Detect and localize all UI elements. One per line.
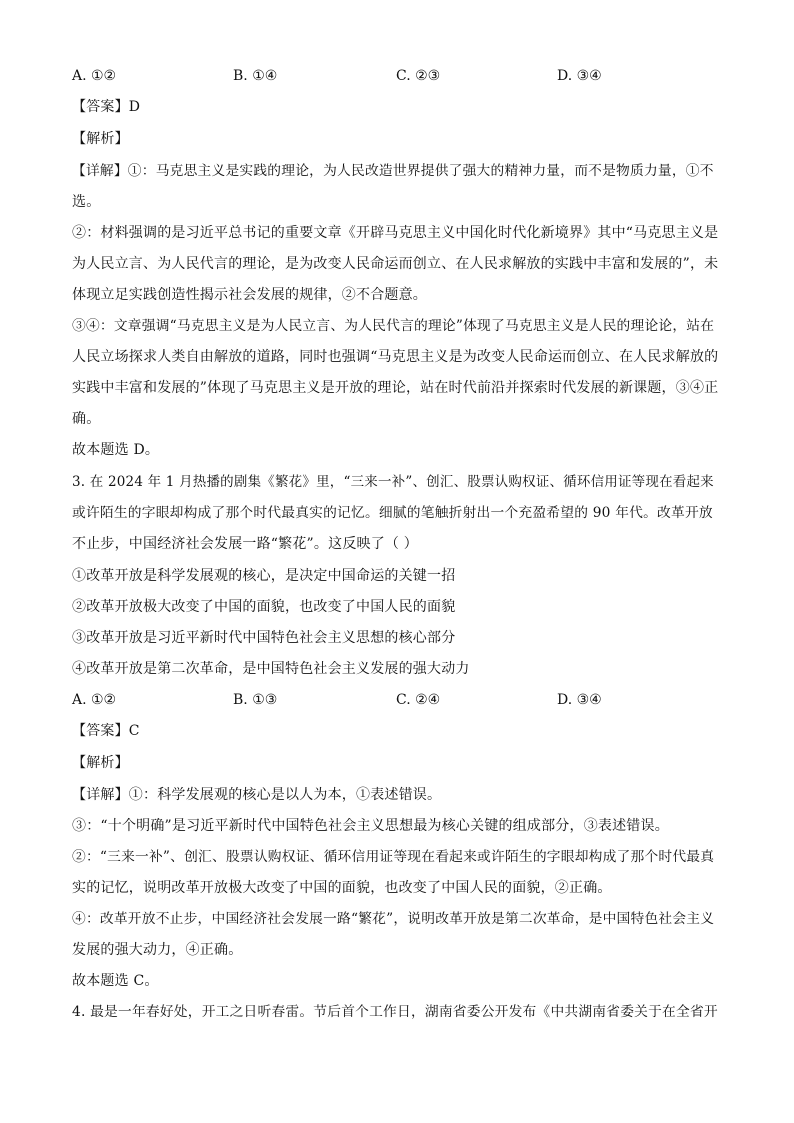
q3-detail-line: 发展的强大动力，④正确。 [72, 942, 243, 958]
q3-detail-line: 实的记忆，说明改革开放极大改变了中国的面貌，也改变了中国人民的面貌，②正确。 [72, 880, 612, 896]
q2-detail-line: 选。 [72, 194, 101, 210]
q3-detail-line: ②：“三来一补”、创汇、股票认购权证、循环信用证等现在看起来或许陌生的字眼却构成了那个时代最真 [72, 849, 715, 865]
q2-detail-line: 为人民立言、为人民代言的理论，是为改变人民命运而创立、在人民求解放的实践中丰富和发展的”，未 [72, 256, 719, 272]
q3-statement: ①改革开放是科学发展观的核心，是决定中国命运的关键一招 [72, 568, 456, 584]
q2-detail-line: ③④：文章强调“马克思主义是为人民立言、为人民代言的理论”体现了马克思主义是人民的理论论，站在 [72, 318, 715, 334]
q3-option-a: A. ①② [72, 692, 117, 708]
q2-option-a: A. ①② [72, 68, 117, 84]
q3-analysis-heading: 【解析】 [72, 755, 129, 771]
q3-detail-line: ③：“十个明确”是习近平新时代中国特色社会主义思想最为核心关键的组成部分，③表述错误。 [72, 818, 669, 834]
q2-analysis-heading: 【解析】 [72, 131, 129, 147]
q3-statement: ③改革开放是习近平新时代中国特色社会主义思想的核心部分 [72, 630, 456, 646]
q3-detail-line: ④：改革开放不止步，中国经济社会发展一路“繁花”，说明改革开放是第二次革命，是中国特色社会主义 [72, 911, 715, 927]
q3-statement: ②改革开放极大改变了中国的面貌，也改变了中国人民的面貌 [72, 599, 456, 615]
q2-detail-line: 体现立足实践创造性揭示社会发展的规律，②不合题意。 [72, 287, 427, 303]
q3-statement: ④改革开放是第二次革命，是中国特色社会主义发展的强大动力 [72, 661, 470, 677]
q2-detail-line: 人民立场探求人类自由解放的道路，同时也强调“马克思主义是为改变人民命运而创立、在人民求解放的 [72, 349, 719, 365]
q3-stem-line: 3. 在 2024 年 1 月热播的剧集《繁花》里，“三来一补”、创汇、股票认购权证、循环信用证等现在看起来 [72, 474, 714, 490]
q3-answer: 【答案】C [72, 723, 140, 739]
q2-option-c: C. ②③ [396, 68, 441, 84]
q2-answer: 【答案】D [72, 99, 141, 115]
q2-detail-line: ②：材料强调的是习近平总书记的重要文章《开辟马克思主义中国化时代化新境界》其中“马克思主义是 [72, 225, 719, 241]
q2-detail-line: 实践中丰富和发展的”体现了马克思主义是开放的理论，站在时代前沿并探索时代发展的新课题，③④正 [72, 380, 719, 396]
q4-stem-line: 4. 最是一年春好处，开工之日听春雷。节后首个工作日，湖南省委公开发布《中共湖南省委关于在全省开 [72, 1004, 718, 1020]
q2-detail-line: 确。 [72, 411, 101, 427]
q3-stem-line: 或许陌生的字眼却构成了那个时代最真实的记忆。细腻的笔触折射出一个充盈希望的 90 年代。改革开放 [72, 505, 713, 521]
q2-option-b: B. ①④ [233, 68, 278, 84]
q3-option-c: C. ②④ [396, 692, 441, 708]
q2-option-d: D. ③④ [557, 68, 602, 84]
q2-conclusion: 故本题选 D。 [72, 442, 160, 458]
q2-detail-line: 【详解】①：马克思主义是实践的理论，为人民改造世界提供了强大的精神力量，而不是物质力量，①不 [72, 163, 714, 179]
q3-option-b: B. ①③ [233, 692, 278, 708]
q3-conclusion: 故本题选 C。 [72, 973, 159, 989]
q3-option-d: D. ③④ [557, 692, 602, 708]
q3-detail-line: 【详解】①：科学发展观的核心是以人为本，①表述错误。 [72, 787, 442, 803]
q3-stem-line: 不止步，中国经济社会发展一路“繁花”。这反映了（ ） [72, 536, 418, 552]
